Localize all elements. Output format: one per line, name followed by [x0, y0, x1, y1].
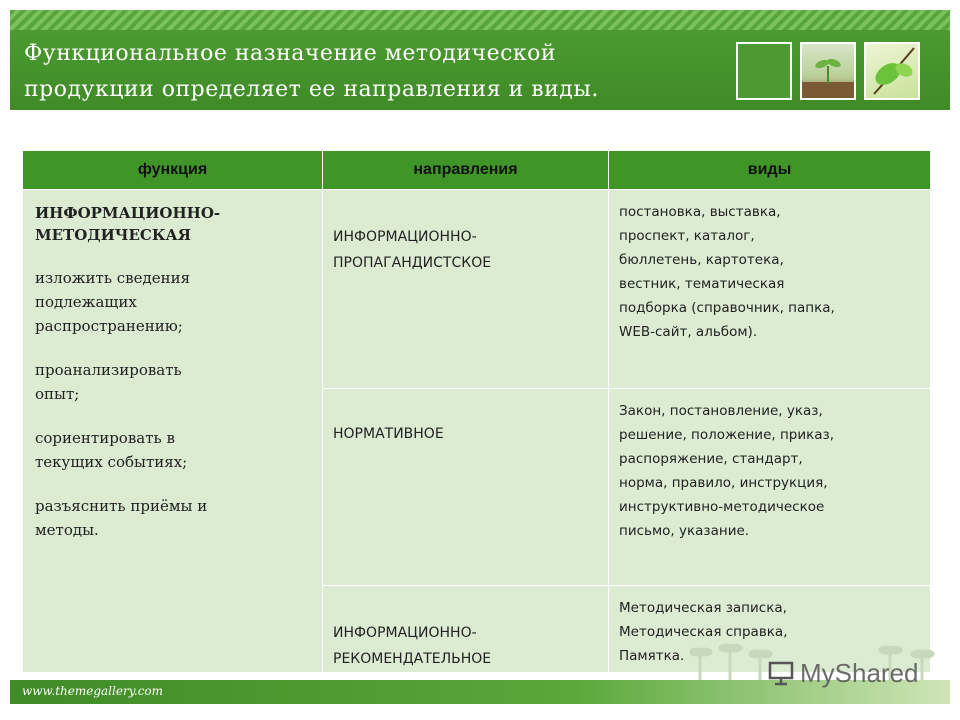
leaf-photo-icon — [864, 42, 920, 100]
header-kinds: виды — [609, 151, 931, 190]
function-cell — [23, 190, 323, 673]
watermark: MyShared — [800, 658, 919, 688]
header-directions: направления — [323, 151, 609, 190]
kinds-cell: Методическая записка, Методическая справка, Памятка. — [609, 586, 931, 673]
header-function: функция — [23, 151, 323, 190]
direction-cell: ИНФОРМАЦИОННО- РЕКОМЕНДАТЕЛЬНОЕ — [323, 586, 609, 673]
footer-url[interactable]: www.themegallery.com — [22, 684, 164, 698]
functions-table — [22, 150, 931, 673]
table-row — [23, 190, 931, 389]
slide-title: Функциональное назначение методической продукции определяет ее направления и виды. — [24, 41, 599, 102]
sprout-photo-icon — [800, 42, 856, 100]
kinds-cell: Закон, постановление, указ, решение, положение, приказ, распоряжение, стандарт, норма, правило, инструкция, инструктивно-методическое письмо, указание. — [609, 389, 931, 586]
function-title: ИНФОРМАЦИОННО- МЕТОДИЧЕСКАЯ — [35, 204, 221, 244]
function-item: сориентировать в текущих событиях; — [35, 429, 188, 471]
function-item: изложить сведения подлежащих распространению; — [35, 269, 191, 335]
kinds-cell: постановка, выставка, проспект, каталог, бюллетень, картотека, вестник, тематическая подборка (справочник, папка, WEB-сайт, альбом). — [609, 190, 931, 389]
table-header-row — [23, 151, 931, 190]
function-item: проанализировать опыт; — [35, 361, 182, 403]
top-stripe — [10, 10, 950, 30]
decor-thumbnail-plain — [736, 42, 792, 100]
function-item: разъяснить приёмы и методы. — [35, 497, 208, 539]
direction-cell: ИНФОРМАЦИОННО- ПРОПАГАНДИСТСКОЕ — [323, 190, 609, 389]
direction-cell: НОРМАТИВНОЕ — [323, 389, 609, 586]
presentation-icon — [768, 660, 794, 686]
